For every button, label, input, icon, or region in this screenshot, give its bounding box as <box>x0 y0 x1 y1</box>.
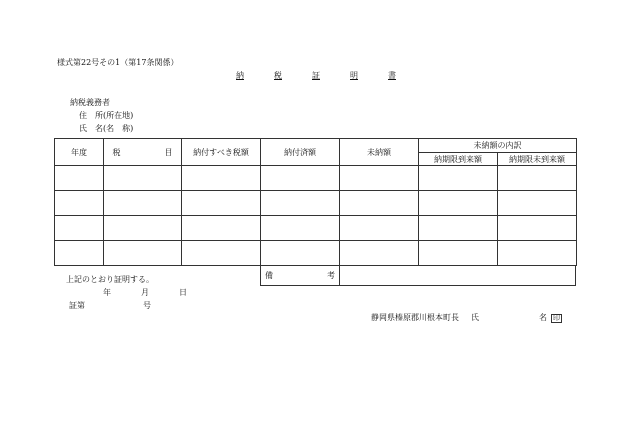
table-cell[interactable] <box>104 216 182 241</box>
table-cell[interactable] <box>55 166 104 191</box>
table-cell[interactable] <box>340 241 419 266</box>
title-char: 税 <box>274 71 282 80</box>
table-cell[interactable] <box>261 191 340 216</box>
remarks-field[interactable] <box>340 266 576 286</box>
issuer-name-label-2: 名 <box>539 313 547 322</box>
date-day: 日 <box>179 288 187 297</box>
table-cell[interactable] <box>261 166 340 191</box>
table-row <box>55 241 577 266</box>
cert-suffix: 号 <box>143 301 151 310</box>
title-char: 明 <box>350 71 358 80</box>
address-label: 住 所(所在地) <box>79 111 134 120</box>
date-row <box>103 289 187 297</box>
date-month: 月 <box>141 288 149 297</box>
name-label: 氏 名(名 称) <box>79 124 134 133</box>
table-cell[interactable] <box>419 166 498 191</box>
certify-text: 上記のとおり証明する。 <box>66 275 154 284</box>
header-tax-item-2: 目 <box>164 147 173 157</box>
table-row <box>55 166 577 191</box>
header-tax-item <box>104 139 182 166</box>
table-cell[interactable] <box>182 166 261 191</box>
remarks-label-1: 備 <box>265 271 273 280</box>
table-cell[interactable] <box>498 166 577 191</box>
table-cell[interactable] <box>419 216 498 241</box>
issuer-name-label-1: 氏 <box>471 313 479 322</box>
title-char: 証 <box>312 71 320 80</box>
issuer-name: 静岡県榛原郡川根本町長 <box>371 313 459 322</box>
table-cell[interactable] <box>104 166 182 191</box>
cert-number-row <box>69 302 151 310</box>
header-unpaid: 未納額 <box>340 139 419 166</box>
header-amount-due: 納付すべき税額 <box>182 139 261 166</box>
table-cell[interactable] <box>498 191 577 216</box>
table-cell[interactable] <box>498 241 577 266</box>
table-cell[interactable] <box>55 216 104 241</box>
header-year: 年度 <box>55 139 104 166</box>
table-cell[interactable] <box>498 216 577 241</box>
table-cell[interactable] <box>104 191 182 216</box>
header-overdue: 納期限到来額 <box>419 153 498 166</box>
title-char: 書 <box>388 71 396 80</box>
header-tax-item-1: 税 <box>112 147 121 157</box>
table-row <box>55 216 577 241</box>
table-cell[interactable] <box>261 241 340 266</box>
header-not-due: 納期限未到来額 <box>498 153 577 166</box>
taxpayer-label: 納税義務者 <box>70 98 110 107</box>
table-cell[interactable] <box>340 191 419 216</box>
issuer-line <box>371 314 562 323</box>
title-char: 納 <box>236 71 244 80</box>
header-unpaid-breakdown: 未納額の内訳 <box>419 139 577 153</box>
table-cell[interactable] <box>182 241 261 266</box>
table-cell[interactable] <box>104 241 182 266</box>
table-cell[interactable] <box>261 216 340 241</box>
cert-label: 証第 <box>69 301 85 310</box>
remarks-table <box>260 265 576 286</box>
form-id: 様式第22号その1（第17条関係） <box>57 58 179 67</box>
seal-mark: 印 <box>553 314 560 322</box>
table-row <box>55 191 577 216</box>
table-cell[interactable] <box>55 241 104 266</box>
table-cell[interactable] <box>55 191 104 216</box>
table-cell[interactable] <box>340 166 419 191</box>
date-year: 年 <box>103 288 111 297</box>
table-cell[interactable] <box>419 241 498 266</box>
tax-table <box>54 138 577 266</box>
header-amount-paid: 納付済額 <box>261 139 340 166</box>
table-cell[interactable] <box>419 191 498 216</box>
table-cell[interactable] <box>182 216 261 241</box>
remarks-label-2: 考 <box>327 271 335 280</box>
document-title <box>236 72 396 80</box>
remarks-label-cell <box>261 266 340 286</box>
table-cell[interactable] <box>182 191 261 216</box>
table-cell[interactable] <box>340 216 419 241</box>
